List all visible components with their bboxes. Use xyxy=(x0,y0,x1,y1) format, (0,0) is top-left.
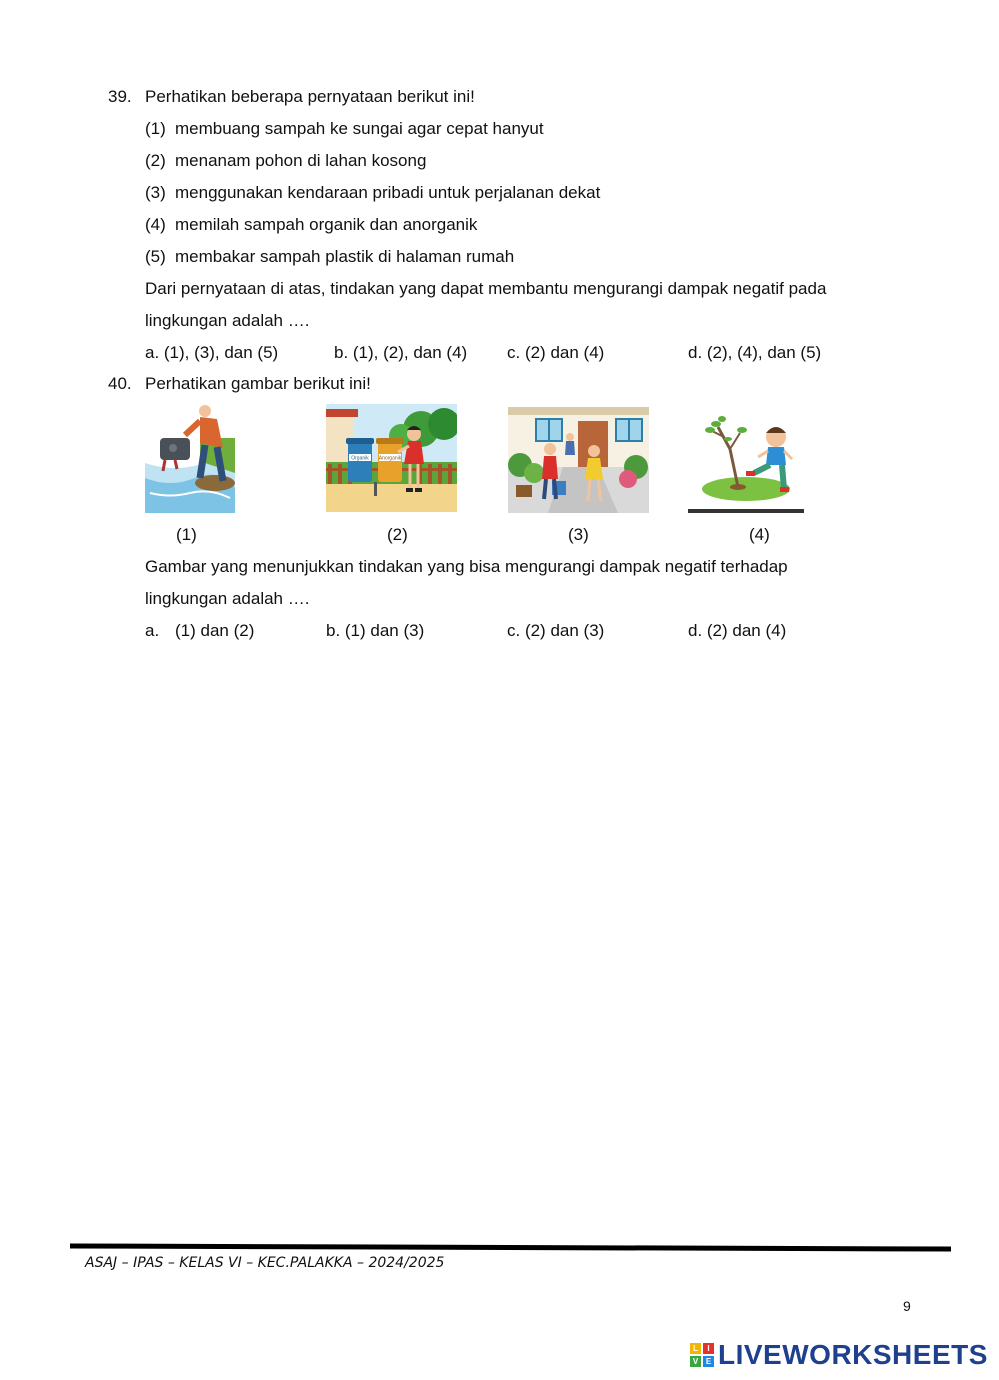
q39-item-num: (2) xyxy=(145,151,166,170)
picture-3-children-caring-plants xyxy=(508,407,649,513)
q39-option-c[interactable]: c. (2) dan (4) xyxy=(507,343,605,362)
q39-option-d[interactable]: d. (2), (4), dan (5) xyxy=(688,343,822,362)
q39-item-text: membakar sampah plastik di halaman rumah xyxy=(175,247,515,266)
q39-item-text: memilah sampah organik dan anorganik xyxy=(175,215,478,234)
q40-prompt: Perhatikan gambar berikut ini! xyxy=(145,374,371,393)
q39-option-b[interactable]: b. (1), (2), dan (4) xyxy=(334,343,468,362)
brand-letter: E xyxy=(703,1356,714,1367)
brand-name: LIVEWORKSHEETS xyxy=(718,1339,988,1370)
footer-text: ASAJ – IPAS – KELAS VI – KEC.PALAKKA – 2024/2025 xyxy=(85,1255,445,1271)
picture-1-dumping-trash-river xyxy=(145,403,235,513)
q39-item-text: membuang sampah ke sungai agar cepat hanyut xyxy=(175,119,544,138)
q39-item-num: (1) xyxy=(145,119,166,138)
q40-option-a-letter[interactable]: a. xyxy=(145,621,160,640)
q39-option-a[interactable]: a. (1), (3), dan (5) xyxy=(145,343,279,362)
bin-label-anorganic: Anorganik xyxy=(378,455,402,462)
q40-question-line2: lingkungan adalah …. xyxy=(145,589,310,608)
page-number: 9 xyxy=(903,1298,911,1314)
q39-question-line2: lingkungan adalah …. xyxy=(145,311,310,330)
q40-question-line1: Gambar yang menunjukkan tindakan yang bisa mengurangi dampak negatif terhadap xyxy=(145,557,788,576)
q40-image-label-3: (3) xyxy=(568,525,589,544)
q40-image-label-2: (2) xyxy=(387,525,408,544)
q39-item-text: menanam pohon di lahan kosong xyxy=(175,151,427,170)
footer-divider xyxy=(70,1243,951,1251)
bin-label-organic: Organik xyxy=(351,455,369,462)
live-grid-icon xyxy=(690,1343,714,1367)
q39-number: 39. xyxy=(108,87,132,106)
q39-item-num: (5) xyxy=(145,247,166,266)
q39-question-line1: Dari pernyataan di atas, tindakan yang dapat membantu mengurangi dampak negatif pada xyxy=(145,279,827,298)
brand-letter: I xyxy=(703,1343,714,1354)
q39-item-text: menggunakan kendaraan pribadi untuk perjalanan dekat xyxy=(175,183,601,202)
q40-option-b[interactable]: b. (1) dan (3) xyxy=(326,621,425,640)
q40-image-label-4: (4) xyxy=(749,525,770,544)
q40-option-a[interactable]: (1) dan (2) xyxy=(175,621,255,640)
brand-letter: V xyxy=(690,1356,701,1367)
picture-4-boy-kicking-tree xyxy=(688,409,804,513)
q40-option-c[interactable]: c. (2) dan (3) xyxy=(507,621,605,640)
q40-number: 40. xyxy=(108,374,132,393)
q40-image-label-1: (1) xyxy=(176,525,197,544)
brand-letter: L xyxy=(690,1343,701,1354)
q39-item-num: (4) xyxy=(145,215,166,234)
q40-option-d[interactable]: d. (2) dan (4) xyxy=(688,621,787,640)
liveworksheets-logo[interactable] xyxy=(690,1340,988,1370)
picture-2-sorting-trash-bins xyxy=(326,404,457,512)
q39-prompt: Perhatikan beberapa pernyataan berikut ini! xyxy=(145,87,475,106)
q39-item-num: (3) xyxy=(145,183,166,202)
